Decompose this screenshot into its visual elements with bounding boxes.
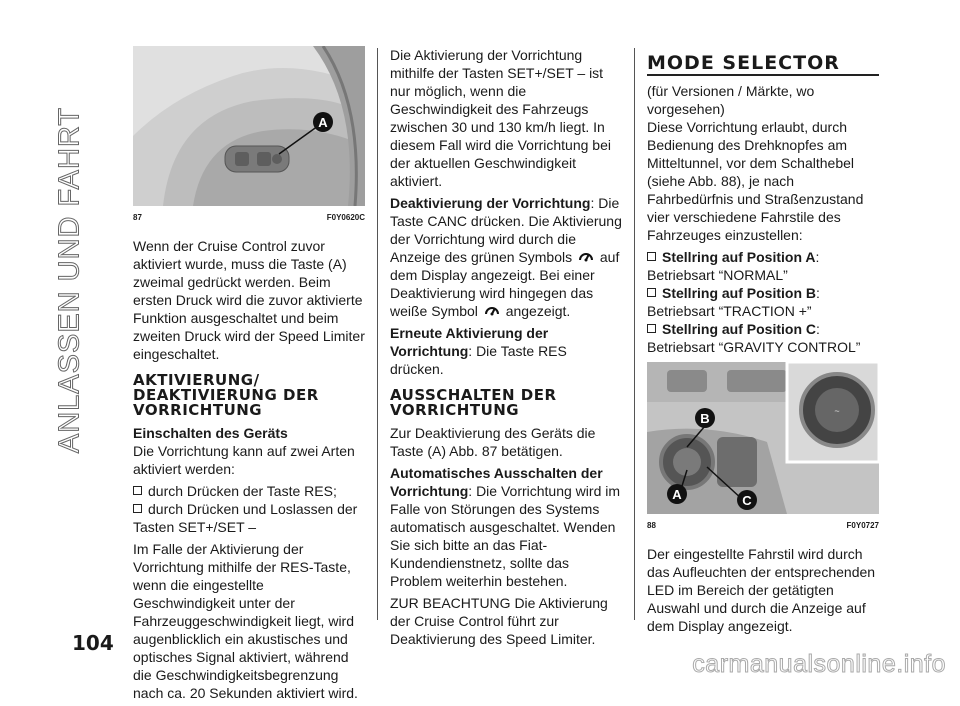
list-item [647, 284, 879, 320]
side-chapter-title: ANLASSEN UND FAHRT [53, 106, 86, 454]
column-2 [390, 46, 622, 652]
paragraph: Wenn der Cruise Control zuvor aktiviert wurde, muss die Taste (A) zweimal gedrückt werden. Beim ersten Druck wird die zuvor aktivierte Funktion ausgeschaltet und beim zweiten Druck wird der Speed Limiter eingeschaltet. [133, 238, 365, 362]
inline-text: : Die Taste RES drücken. [390, 343, 567, 377]
section-heading: AKTIVIERUNG/ DEAKTIVIERUNG DER VORRICHTUNG [133, 371, 319, 419]
list-item-text: : Betriebsart “GRAVITY CONTROL” [647, 321, 861, 355]
bullet-square-icon [133, 486, 142, 495]
figure-code: F0Y0620C [326, 213, 365, 222]
list-item-text: : Betriebsart “TRACTION +” [647, 285, 820, 319]
figure-88 [647, 362, 879, 535]
list-item [133, 482, 365, 500]
speedometer-icon [578, 249, 594, 265]
inline-title: Automatisches Ausschalten der Vorrichtung [390, 465, 603, 499]
figure-marker-a: A [672, 487, 682, 502]
section-heading: AUSSCHALTEN DER VORRICHTUNG [390, 386, 557, 419]
figure-marker-b: B [700, 411, 710, 426]
column-1 [133, 46, 365, 706]
paragraph: Die Vorrichtung kann auf zwei Arten aktiviert werden: [133, 443, 355, 477]
list-item [647, 320, 879, 356]
watermark: carmanualsonline.info [692, 650, 946, 678]
figure-code: F0Y0727 [846, 521, 879, 530]
svg-text:~: ~ [834, 406, 840, 416]
deactivation-paragraph [390, 194, 622, 320]
list-item [133, 500, 365, 536]
paragraph: (für Versionen / Märkte, wo vorgesehen) [647, 83, 815, 117]
figure-number: 88 [647, 521, 656, 530]
inline-text: : Die Vorrichtung wird im Falle von Störungen des Systems automatisch ausgeschaltet. Wenden Sie sich bitte an das Fiat-Kundendienstnetz, sollte das Problem weiterhin bestehen. [390, 483, 621, 589]
column-divider [377, 48, 378, 620]
note-paragraph: ZUR BEACHTUNG Die Aktivierung der Cruise Control führt zur Deaktivierung des Speed Limiter. [390, 595, 608, 647]
column-divider [634, 48, 635, 620]
steering-wheel-illustration [133, 46, 365, 206]
list-item-title: Stellring auf Position C [662, 321, 817, 337]
page-number: 104 [72, 631, 114, 655]
column-3 [647, 54, 879, 639]
inline-title: Deaktivierung der Vorrichtung [390, 195, 591, 211]
figure-marker-a: A [318, 115, 328, 130]
list-item [647, 248, 879, 284]
bullet-square-icon [647, 252, 656, 261]
list-item-title: Stellring auf Position A [662, 249, 816, 265]
inline-text: angezeigt. [505, 303, 571, 319]
figure-number: 87 [133, 213, 142, 222]
auto-off-paragraph [390, 464, 622, 590]
speedometer-icon [484, 303, 500, 319]
reactivation-paragraph [390, 324, 622, 378]
bullet-square-icon [133, 504, 142, 513]
inline-text: : Die Taste CANC drücken. Die Aktivierung der Vorrichtung wird durch die Anzeige des grünen Symbols [390, 195, 622, 265]
bullet-square-icon [647, 288, 656, 297]
mode-selector-illustration [647, 362, 879, 514]
paragraph: Die Aktivierung der Vorrichtung mithilfe der Tasten SET+/SET – ist nur möglich, wenn die Geschwindigkeit des Fahrzeugs zwischen 30 und 130 km/h liegt. In diesem Fall wird die Vorrichtung bei der aktuellen Geschwindigkeit aktiviert. [390, 47, 611, 189]
section-title: MODE SELECTOR [647, 54, 879, 76]
figure-marker-c: C [742, 493, 752, 508]
figure-87 [133, 46, 365, 227]
paragraph: Zur Deaktivierung des Geräts die Taste (A) Abb. 87 betätigen. [390, 425, 596, 459]
paragraph: Diese Vorrichtung erlaubt, durch Bedienung des Drehknopfes am Mitteltunnel, vor dem Schalthebel (siehe Abb. 88), je nach Fahrbedürfnis und Straßenzustand vier verschiedene Fahrstile des Fahrzeuges einzustellen: [647, 119, 864, 243]
inline-text: auf dem Display angezeigt. Bei einer Deaktivierung wird hingegen das weiße Symbol [390, 249, 620, 319]
subheading: Einschalten des Geräts [133, 425, 288, 441]
inline-title: Erneute Aktivierung der Vorrichtung [390, 325, 549, 359]
bullet-square-icon [647, 324, 656, 333]
paragraph: Im Falle der Aktivierung der Vorrichtung mithilfe der RES-Taste, wenn die eingestellte Geschwindigkeit unter der Fahrzeuggeschwindigkeit liegt, wird augenblicklich ein akustisches und optisches Signal aktiviert, während die Geschwindigkeitsbegrenzung nach ca. 20 Sekunden aktiviert wird. [133, 541, 358, 701]
list-item-text: durch Drücken der Taste RES; [148, 483, 337, 499]
list-item-text: : Betriebsart “NORMAL” [647, 249, 820, 283]
list-item-text: durch Drücken und Loslassen der Tasten SET+/SET – [133, 501, 358, 535]
paragraph: Der eingestellte Fahrstil wird durch das Aufleuchten der entsprechenden LED im Bereich der getätigten Auswahl und durch die Anzeige auf dem Display angezeigt. [647, 546, 876, 634]
list-item-title: Stellring auf Position B [662, 285, 817, 301]
